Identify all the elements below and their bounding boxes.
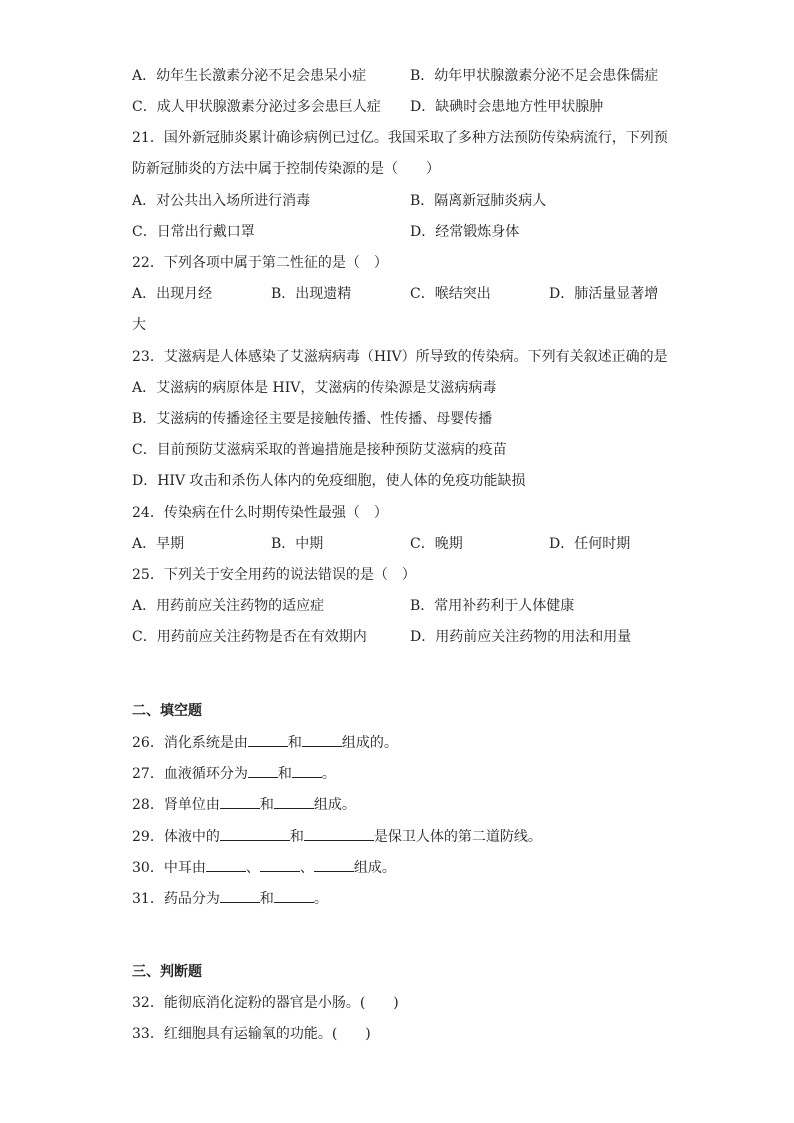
q31-text-2: 和 [259,891,274,907]
q26 [132,732,398,752]
q30-text-2: 、 [245,860,260,876]
q23-option-d: D．HIV 攻击和杀伤人体内的免疫细胞，使人体的免疫功能缺损 [132,473,526,489]
q29 [132,826,542,846]
q23-option-b: B．艾滋病的传播途径主要是接触传播、性传播、母婴传播 [132,411,493,427]
q21-stem-line2: 防新冠肺炎的方法中属于控制传染源的是（ ） [132,161,440,177]
q21-stem-line1: 21．国外新冠肺炎累计确诊病例已过亿。我国采取了多种方法预防传染病流行，下列预 [132,130,668,146]
q23-stem: 23．艾滋病是人体感染了艾滋病病毒（HIV）所导致的传染病。下列有关叙述正确的是 [132,349,668,365]
q30-text-4: 组成。 [353,860,396,876]
q28 [132,794,356,814]
q22-option-d: D．肺活量显著增 [549,286,659,302]
q24-stem: 24．传染病在什么时期传染性最强（ ） [132,505,388,521]
q27-text-2: 和 [277,766,292,782]
q26-blank-1[interactable] [248,732,288,747]
q26-blank-2[interactable] [302,732,342,747]
q25-stem: 25．下列关于安全用药的说法错误的是（ ） [132,567,416,583]
q27-blank-2[interactable] [292,763,322,778]
q29-text-3: 是保卫人体的第二道防线。 [373,829,542,845]
q29-blank-1[interactable] [220,826,290,841]
q29-text-1: 29．体液中的 [132,829,220,845]
q22-option-c: C．喉结突出 [410,286,491,302]
q28-text-2: 和 [259,797,274,813]
q33: 33．红细胞具有运输氧的功能。( ) [132,1026,371,1042]
q31-blank-1[interactable] [220,888,260,903]
q24-option-b: B．中期 [271,536,324,552]
q30-text-1: 30．中耳由 [132,860,206,876]
q23-option-c: C．目前预防艾滋病采取的普遍措施是接种预防艾滋病的疫苗 [132,442,507,458]
q21-option-d: D．经常锻炼身体 [410,224,520,240]
section-true-false-title: 三、判断题 [132,964,202,980]
q29-blank-2[interactable] [304,826,374,841]
q25-option-a: A．用药前应关注药物的适应症 [132,598,325,614]
q30-blank-3[interactable] [314,857,354,872]
q31-blank-2[interactable] [274,888,314,903]
q31-text-3: 。 [313,891,328,907]
q22-option-d-continued: 大 [132,317,146,333]
q22-option-b: B．出现遗精 [271,286,352,302]
q30-blank-2[interactable] [260,857,300,872]
q28-text-3: 组成。 [313,797,356,813]
q30 [132,857,396,877]
q20-option-b: B．幼年甲状腺激素分泌不足会患侏儒症 [410,68,659,84]
q24-option-c: C．晚期 [410,536,463,552]
q23-option-a: A．艾滋病的病原体是 HIV，艾滋病的传染源是艾滋病病毒 [132,380,497,396]
q24-option-a: A．早期 [132,536,185,552]
q29-text-2: 和 [289,829,304,845]
q21-option-b: B．隔离新冠肺炎病人 [410,193,547,209]
q22-option-a: A．出现月经 [132,286,213,302]
q20-option-a: A．幼年生长激素分泌不足会患呆小症 [132,68,367,84]
q21-option-a: A．对公共出入场所进行消毒 [132,193,311,209]
q32: 32．能彻底消化淀粉的器官是小肠。( ) [132,995,399,1011]
q27 [132,763,336,783]
q26-text-2: 和 [287,735,302,751]
q30-text-3: 、 [299,860,314,876]
q28-text-1: 28．肾单位由 [132,797,220,813]
q21-option-c: C．日常出行戴口罩 [132,224,255,240]
q27-text-1: 27．血液循环分为 [132,766,248,782]
section-fill-in-title: 二、填空题 [132,703,202,719]
q25-option-c: C．用药前应关注药物是否在有效期内 [132,629,367,645]
q28-blank-2[interactable] [274,794,314,809]
q27-blank-1[interactable] [248,763,278,778]
q30-blank-1[interactable] [206,857,246,872]
q20-option-d: D．缺碘时会患地方性甲状腺肿 [410,99,604,115]
q20-option-c: C．成人甲状腺激素分泌过多会患巨人症 [132,99,381,115]
q25-option-d: D．用药前应关注药物的用法和用量 [410,629,632,645]
q31-text-1: 31．药品分为 [132,891,220,907]
q27-text-3: 。 [321,766,336,782]
q24-option-d: D．任何时期 [549,536,631,552]
q25-option-b: B．常用补药利于人体健康 [410,598,575,614]
q26-text-3: 组成的。 [341,735,398,751]
q31 [132,888,328,908]
q28-blank-1[interactable] [220,794,260,809]
q22-stem: 22．下列各项中属于第二性征的是（ ） [132,255,388,271]
q26-text-1: 26．消化系统是由 [132,735,248,751]
